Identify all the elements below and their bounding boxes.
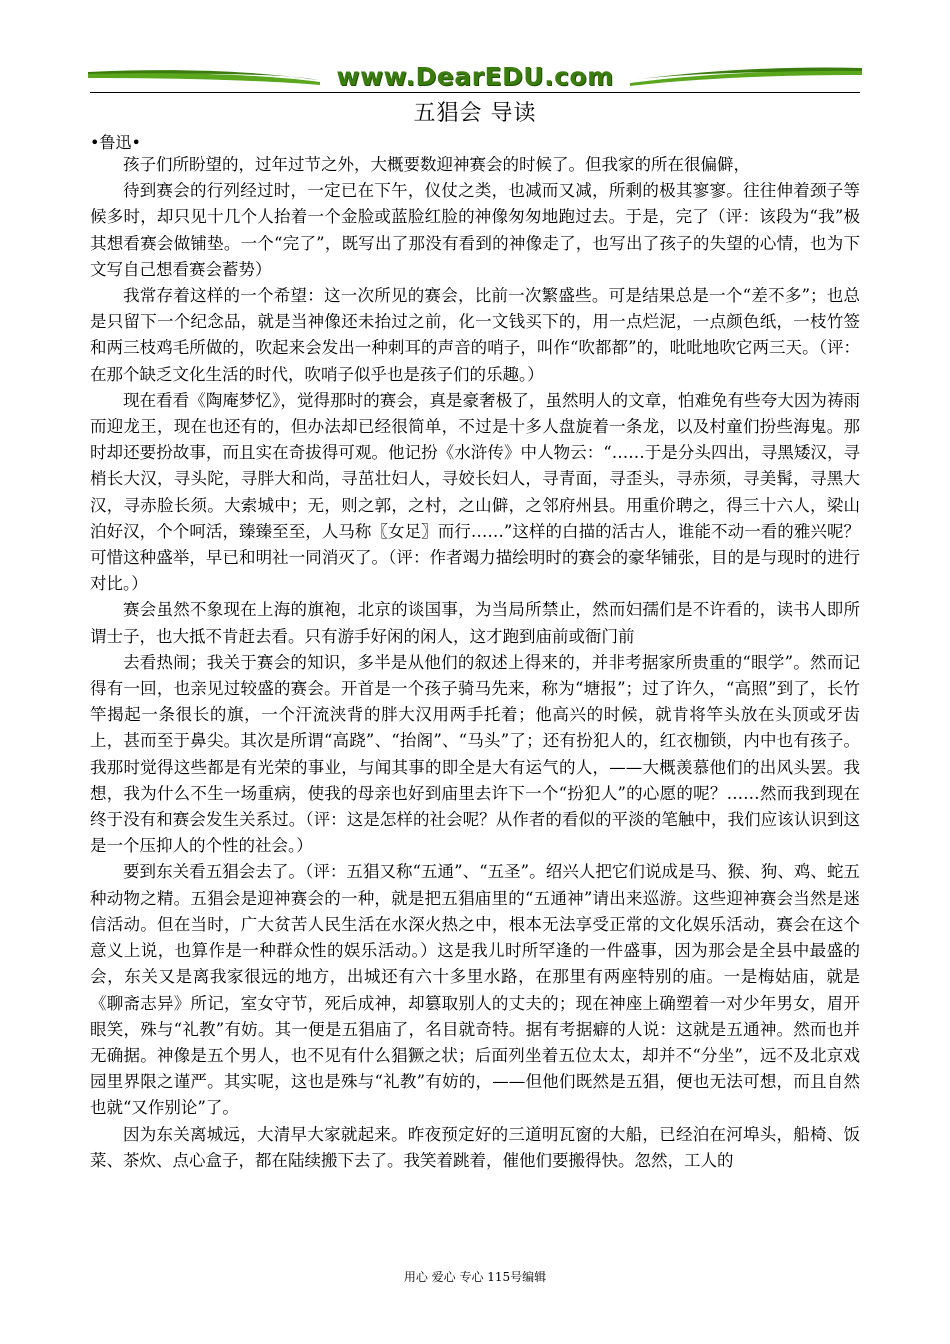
header-divider (90, 92, 860, 93)
author-line: •鲁迅• (90, 133, 141, 152)
site-banner (88, 58, 862, 94)
paragraph: 赛会虽然不象现在上海的旗袍，北京的谈国事，为当局所禁止，然而妇孺们是不许看的，读书人即所谓士子，也大抵不肯赶去看。只有游手好闲的闲人，这才跑到庙前或衙门前 (90, 600, 860, 646)
paragraph: 要到东关看五猖会去了。（评：五猖又称“五通”、“五圣”。绍兴人把它们说成是马、猴、狗、鸡、蛇五种动物之精。五猖会是迎神赛会的一种，就是把五猖庙里的“五通神”请出来巡游。这些迎神赛会当然是迷信活动。但在当时，广大贫苦人民生活在水深火热之中，根本无法享受正常的文化娱乐活动，赛会在这个意义上说，也算作是一种群众性的娱乐活动。）这是我儿时所罕逢的一件盛事，因为那会是全县中最盛的会，东关又是离我家很远的地方，出城还有六十多里水路，在那里有两座特别的庙。一是梅姑庙，就是《聊斋志异》所记，室女守节，死后成神，却篡取别人的丈夫的；现在神座上确塑着一对少年男女，眉开眼笑，殊与“礼教”有妨。其一便是五猖庙了，名目就奇特。据有考据癖的人说：这就是五通神。然而也并无确据。神像是五个男人，也不见有什么猖獗之状；后面列坐着五位太太，却并不“分坐”，远不及北京戏园里界限之谨严。其实呢，这也是殊与“礼教”有妨的，——但他们既然是五猖，便也无法可想，而且自然也就“又作别论”了。 (90, 862, 860, 1118)
page-title: 五猖会 导读 (413, 101, 537, 126)
article-body (90, 152, 860, 1174)
site-logo-text: www.DearEDU.com (336, 62, 614, 91)
paragraph: 去看热闹；我关于赛会的知识，多半是从他们的叙述上得来的，并非考据家所贵重的“眼学”。然而记得有一回，也亲见过较盛的赛会。开首是一个孩子骑马先来，称为“塘报”；过了许久，“高照”到了，长竹竿揭起一条很长的旗，一个汗流浃背的胖大汉用两手托着；他高兴的时候，就肯将竿头放在头顶或牙齿上，甚而至于鼻尖。其次是所谓“高跷”、“抬阁”、“马头”了；还有扮犯人的，红衣枷锁，内中也有孩子。我那时觉得这些都是有光荣的事业，与闻其事的即全是大有运气的人，——大概羡慕他们的出风头罢。我想，我为什么不生一场重病，使我的母亲也好到庙里去许下一个“扮犯人”的心愿的呢？……然而我到现在终于没有和赛会发生关系过。（评：这是怎样的社会呢？从作者的看似的平淡的笔触中，我们应该认识到这是一个压抑人的个性的社会。） (90, 652, 860, 856)
paragraph: 孩子们所盼望的，过年过节之外，大概要数迎神赛会的时候了。但我家的所在很偏僻， (123, 155, 750, 174)
paragraph: 现在看看《陶庵梦忆》，觉得那时的赛会，真是豪奢极了，虽然明人的文章，怕难免有些夸大因为祷雨而迎龙王，现在也还有的，但办法却已经很简单，不过是十多人盘旋着一条龙，以及村童们扮些海鬼。那时却还要扮故事，而且实在奇拔得可观。他记扮《水浒传》中人物云：“……于是分头四出，寻黑矮汉，寻梢长大汉，寻头陀，寻胖大和尚，寻茁壮妇人，寻姣长妇人，寻青面，寻歪头，寻赤须，寻美髯，寻黑大汉，寻赤脸长须。大索城中；无，则之郭，之村，之山僻，之邻府州县。用重价聘之，得三十六人，梁山泊好汉，个个呵活，臻臻至至，人马称〖女足〗而行……”这样的白描的活古人，谁能不动一看的雅兴呢？可惜这种盛举，早已和明社一同消灭了。（评：作者竭力描绘明时的赛会的豪华铺张，目的是与现时的进行对比。） (90, 390, 860, 594)
paragraph: 我常存着这样的一个希望：这一次所见的赛会，比前一次繁盛些。可是结果总是一个“差不多”；也总是只留下一个纪念品，就是当神像还未抬过之前，化一文钱买下的，用一点烂泥，一点颜色纸，一枝竹签和两三枝鸡毛所做的，吹起来会发出一种刺耳的声音的哨子，叫作“吹都都”的，吡吡地吹它两三天。（评：在那个缺乏文化生活的时代，吹哨子似乎也是孩子们的乐趣。） (90, 286, 860, 384)
paragraph: 因为东关离城远，大清早大家就起来。昨夜预定好的三道明瓦窗的大船，已经泊在河埠头，船椅、饭菜、茶炊、点心盒子，都在陆续搬下去了。我笑着跳着，催他们要搬得快。忽然，工人的 (90, 1124, 860, 1170)
paragraph: 待到赛会的行列经过时，一定已在下午，仪仗之类，也减而又减，所剩的极其寥寥。往往伸着颈子等候多时，却只见十几个人抬着一个金脸或蓝脸红脸的神像匆匆地跑过去。于是，完了（评：该段为“我”极其想看赛会做铺垫。一个“完了”，既写出了那没有看到的神像走了，也写出了孩子的失望的心情，也为下文写自己想看赛会蓄势） (90, 181, 860, 279)
page-footer: 用心 爱心 专心 115号编辑 (403, 1270, 547, 1284)
